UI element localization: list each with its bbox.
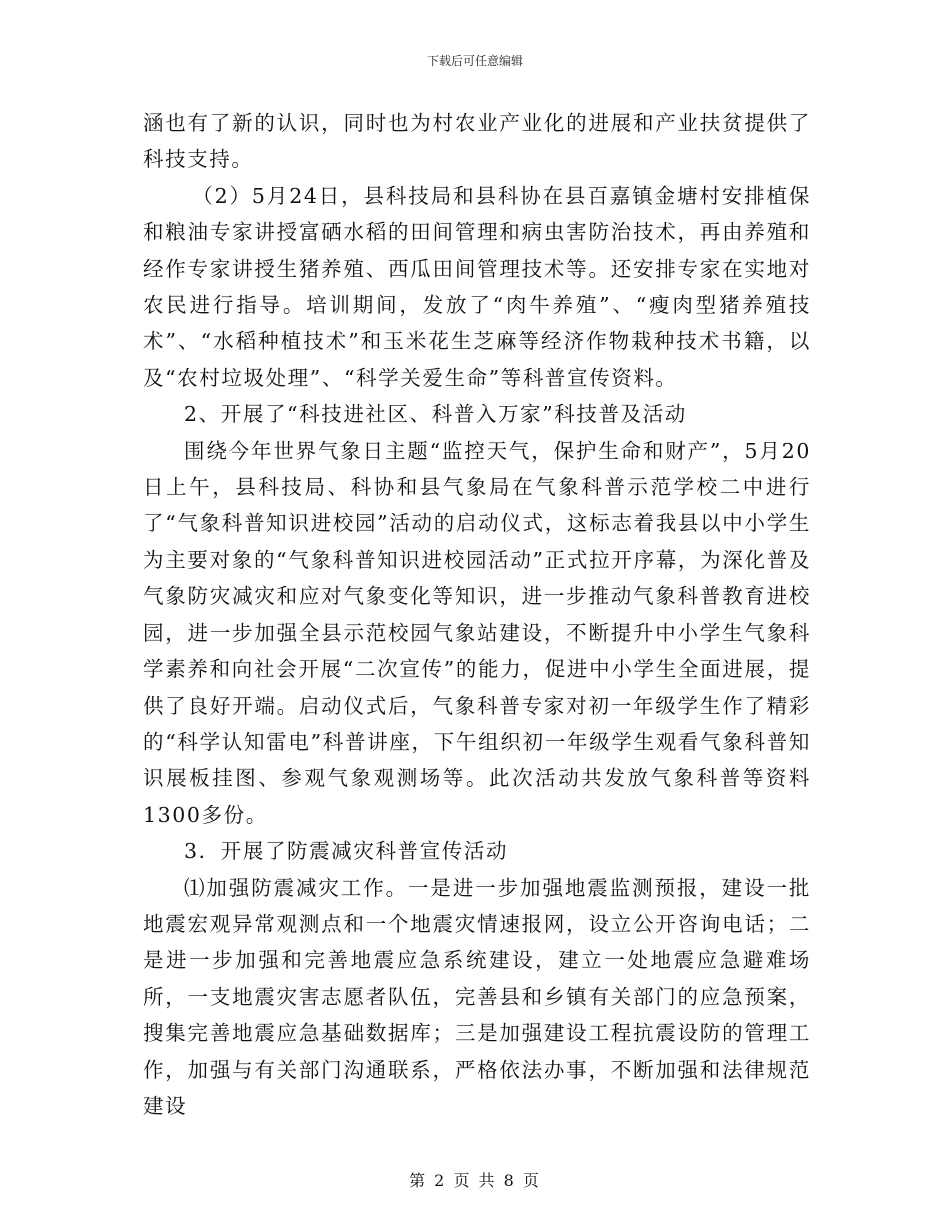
paragraph-continued: 涵也有了新的认识，同时也为村农业产业化的进展和产业扶贫提供了科技支持。 (143, 111, 811, 172)
page-footer: 第 2 页 共 8 页 (409, 1171, 541, 1190)
paragraph-weather-day: 围绕今年世界气象日主题“监控天气，保护生命和财产”，5月20日上午，县科技局、科协和县气象局在气象科普示范学校二中进行了“气象科普知识进校园”活动的启动仪式，这标志着我县以中小学生为主要对象的“气象科普知识进校园活动”正式拉开序幕，为深化普及气象防灾减灾和应对气象变化等知识，进一步推动气象科普教育进校园，进一步加强全县示范校园气象站建设，不断提升中小学生气象科学素养和向社会开展“二次宣传”的能力，促进中小学生全面进展，提供了良好开端。启动仪式后，气象科普专家对初一年级学生作了精彩的“科学认知雷电”科普讲座，下午组织初一年级学生观看气象科普知识展板挂图、参观气象观测场等。此次活动共发放气象科普等资料1300多份。 (143, 438, 811, 827)
document-body (143, 105, 811, 1124)
section-heading-3: 3．开展了防震减灾科普宣传活动 (184, 839, 509, 864)
paragraph-training-may24: （2）5月24日，县科技局和县科协在县百嘉镇金塘村安排植保和粮油专家讲授富硒水稻的田间管理和病虫害防治技术，再由养殖和经作专家讲授生猪养殖、西瓜田间管理技术等。还安排专家在实地对农民进行指导。培训期间，发放了“肉牛养殖”、“瘦肉型猪养殖技术”、“水稻种植技术”和玉米花生芝麻等经济作物栽种技术书籍，以及“农村垃圾处理”、“科学关爱生命”等科普宣传资料。 (143, 183, 811, 390)
paragraph-earthquake: ⑴加强防震减灾工作。一是进一步加强地震监测预报，建设一批地震宏观异常观测点和一个地震灾情速报网，设立公开咨询电话；二是进一步加强和完善地震应急系统建设，建立一处地震应急避难场所，一支地震灾害志愿者队伍，完善县和乡镇有关部门的应急预案，搜集完善地震应急基础数据库；三是加强建设工程抗震设防的管理工作，加强与有关部门沟通联系，严格依法办事，不断加强和法律规范建设 (143, 875, 811, 1118)
section-heading-2: 2、开展了“科技进社区、科普入万家”科技普及活动 (184, 402, 687, 427)
page-header: 下载后可任意编辑 (426, 54, 523, 68)
